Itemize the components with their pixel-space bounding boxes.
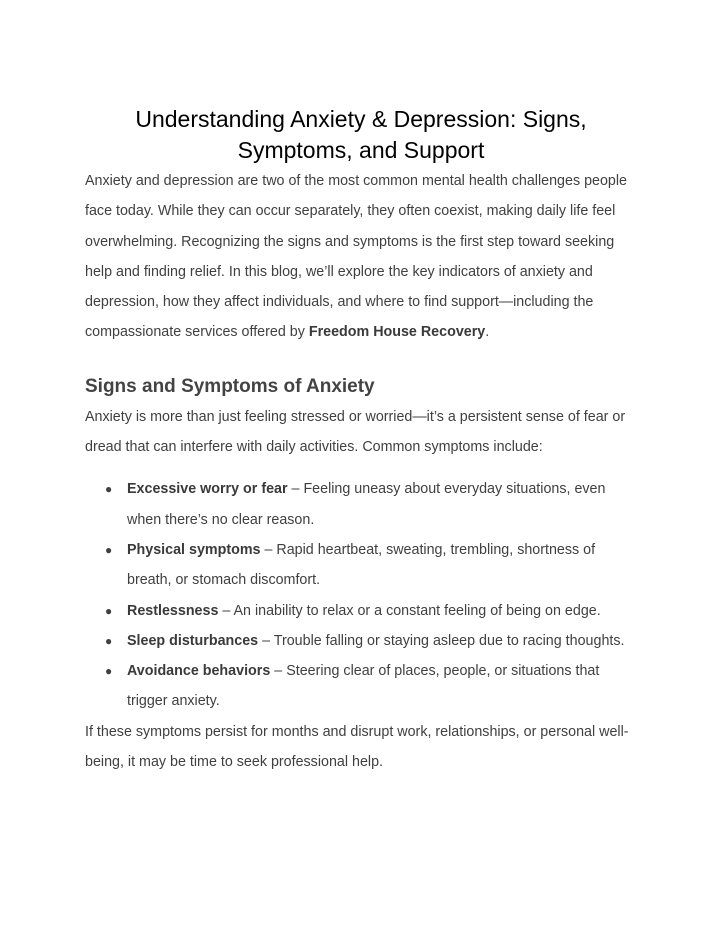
symptom-term: Excessive worry or fear	[127, 481, 288, 498]
list-item	[85, 596, 637, 626]
list-item	[85, 474, 637, 535]
symptom-term: Restlessness	[127, 602, 219, 619]
brand-name: Freedom House Recovery	[308, 324, 486, 341]
intro-end: .	[485, 324, 490, 341]
bullet-icon: ●	[105, 633, 113, 648]
symptom-term: Avoidance behaviors	[127, 663, 271, 680]
list-item	[85, 626, 637, 656]
bullet-icon: ●	[105, 664, 113, 679]
symptom-description: – Rapid heartbeat, sweating, trembling, shortness of breath, or stomach discomfort.	[127, 541, 596, 589]
bullet-icon: ●	[105, 603, 113, 618]
symptom-list	[85, 474, 637, 716]
list-item	[85, 656, 637, 717]
intro-text: Anxiety and depression are two of the most common mental health challenges people face today. While they can occur separately, they often coexist, making daily life feel overwhelming. Recognizing the signs and symptoms is the first step toward seeking help and finding relief. In this blog, we’ll explore the key indicators of anxiety and depression, how they affect individuals, and where to find support—including the compassionate services offered by	[85, 173, 628, 341]
bullet-icon: ●	[105, 482, 113, 497]
intro-paragraph	[85, 166, 637, 348]
symptom-description: – Steering clear of places, people, or situations that trigger anxiety.	[127, 663, 600, 710]
list-item	[85, 535, 637, 596]
anxiety-intro-paragraph: Anxiety is more than just feeling stressed or worried—it’s a persistent sense of fear or dread that can interfere with daily activities. Common symptoms include:	[85, 408, 626, 456]
document-page	[85, 104, 637, 777]
symptom-description: – An inability to relax or a constant feeling of being on edge.	[218, 602, 601, 619]
symptom-description: – Trouble falling or staying asleep due to racing thoughts.	[258, 632, 625, 649]
closing-paragraph: If these symptoms persist for months and disrupt work, relationships, or personal well-being, it may be time to seek professional help.	[85, 723, 629, 771]
bullet-icon: ●	[105, 542, 113, 557]
symptom-term: Sleep disturbances	[127, 632, 259, 649]
symptom-description: – Feeling uneasy about everyday situations, even when there’s no clear reason.	[127, 481, 606, 528]
section-heading-anxiety: Signs and Symptoms of Anxiety	[85, 375, 375, 397]
page-title: Understanding Anxiety & Depression: Signs, Symptoms, and Support	[135, 106, 587, 163]
symptom-term: Physical symptoms	[127, 541, 261, 558]
